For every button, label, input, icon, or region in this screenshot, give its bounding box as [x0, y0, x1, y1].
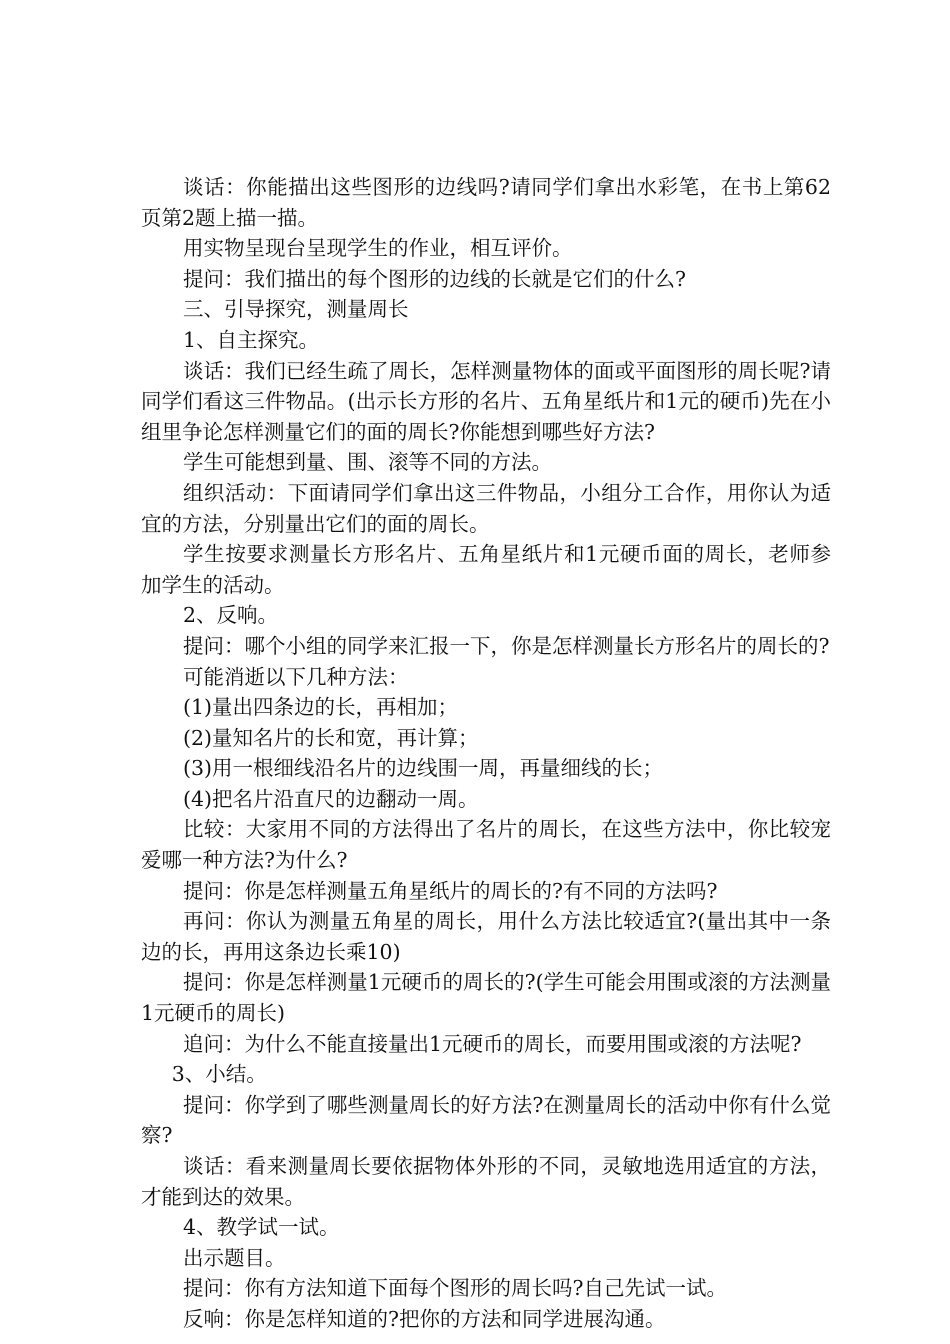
list-item: (1)量出四条边的长，再相加； [183, 695, 459, 720]
section-heading: 三、引导探究，测量周长 [183, 297, 409, 322]
paragraph: 组织活动：下面请同学们拿出这三件物品，小组分工合作，用你认为适宜的方法，分别量出它们的面的周长。 [141, 480, 831, 536]
paragraph: 出示题目。 [183, 1245, 286, 1270]
paragraph: 提问：哪个小组的同学来汇报一下，你是怎样测量长方形名片的周长的? [183, 633, 830, 658]
subsection-heading: 1、自主探究。 [183, 327, 320, 352]
paragraph: 提问：你是怎样测量1元硬币的周长的?(学生可能会用围或滚的方法测量1元硬币的周长) [141, 970, 831, 1026]
paragraph: 谈话：我们已经生疏了周长，怎样测量物体的面或平面图形的周长呢?请同学们看这三件物品。(出示长方形的名片、五角星纸片和1元的硬币)先在小组里争论怎样测量它们的面的周长?你能想到哪些好方法? [141, 358, 831, 444]
paragraph: 谈话：你能描出这些图形的边线吗?请同学们拿出水彩笔，在书上第62页第2题上描一描。 [141, 175, 831, 230]
document-body [141, 172, 831, 1335]
list-item: (2)量知名片的长和宽，再计算； [183, 725, 479, 750]
paragraph: 谈话：看来测量周长要依据物体外形的不同，灵敏地选用适宜的方法，才能到达的效果。 [141, 1154, 831, 1209]
list-item: (3)用一根细线沿名片的边线围一周，再量细线的长； [183, 756, 664, 781]
paragraph: 可能消逝以下几种方法： [183, 664, 409, 689]
paragraph: 提问：你是怎样测量五角星纸片的周长的?有不同的方法吗? [183, 878, 718, 903]
paragraph: 再问：你认为测量五角星的周长，用什么方法比较适宜?(量出其中一条边的长，再用这条边长乘10) [141, 909, 831, 964]
paragraph: 反响：你是怎样知道的?把你的方法和同学进展沟通。 [183, 1306, 666, 1331]
paragraph: 用实物呈现台呈现学生的作业，相互评价。 [183, 236, 573, 261]
paragraph: 提问：你有方法知道下面每个图形的周长吗?自己先试一试。 [183, 1276, 728, 1301]
paragraph: 追问：为什么不能直接量出1元硬币的周长，而要用围或滚的方法呢? [183, 1031, 802, 1056]
paragraph: 学生按要求测量长方形名片、五角星纸片和1元硬币面的周长，老师参加学生的活动。 [141, 542, 831, 597]
list-item: (4)把名片沿直尺的边翻动一周。 [183, 786, 479, 811]
subsection-heading: 4、教学试一试。 [183, 1215, 340, 1240]
subsection-heading: 3、小结。 [171, 1062, 267, 1087]
paragraph: 学生可能想到量、围、滚等不同的方法。 [183, 450, 553, 475]
paragraph: 提问：我们描出的每个图形的边线的长就是它们的什么? [183, 266, 687, 291]
subsection-heading: 2、反响。 [183, 603, 279, 628]
paragraph: 比较：大家用不同的方法得出了名片的周长，在这些方法中，你比较宠爱哪一种方法?为什么? [141, 817, 831, 873]
paragraph: 提问：你学到了哪些测量周长的好方法?在测量周长的活动中你有什么觉察? [141, 1092, 831, 1148]
